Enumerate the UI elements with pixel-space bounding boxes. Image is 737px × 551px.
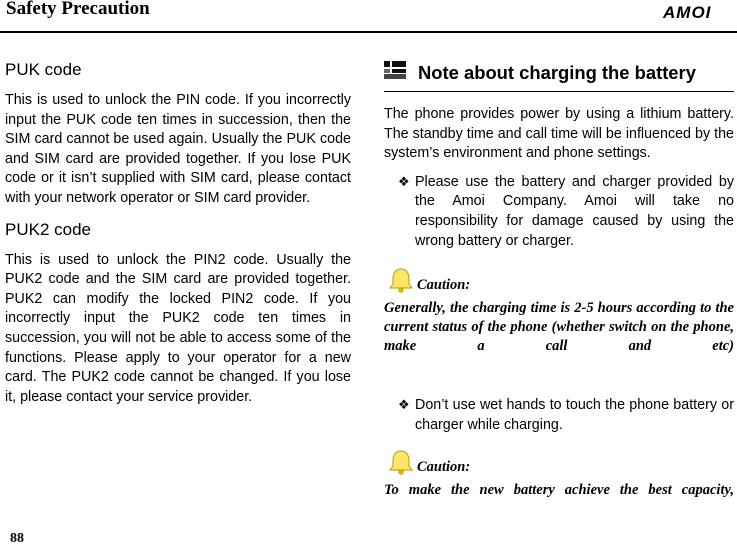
note-heading — [384, 59, 734, 89]
bullet-text: Please use the battery and charger provided by the Amoi Company. Amoi will take no responsibility for damage caused by using the wrong battery or charger. — [415, 173, 734, 249]
caution-label: Caution: — [417, 277, 471, 294]
puk-paragraph: This is used to unlock the PIN code. If you incorrectly input the PUK code ten times in succession, then the SIM card cannot be used again. Usually the PUK code and SIM card are provided together. If you lose PUK code or it isn’t supplied with SIM card, please contact with your network operator or SIM card provider. — [5, 92, 351, 206]
amoi-logo — [662, 3, 732, 20]
svg-text:AMOI: AMOI — [663, 3, 712, 20]
bullet-text: Don’t use wet hands to touch the phone battery or charger while charging. — [415, 397, 734, 433]
page-number: 88 — [10, 531, 24, 546]
note-icon — [384, 61, 406, 79]
caution-text: Generally, the charging time is 2-5 hours according to the current status of the phone (whether switch on the phone, make a call and etc) — [384, 300, 734, 355]
bullet-item — [384, 396, 734, 435]
diamond-bullet-icon: ❖ — [398, 398, 410, 414]
caution-heading — [384, 265, 734, 293]
caution-label: Caution: — [417, 459, 471, 476]
page-header-title: Safety Precaution — [6, 0, 150, 19]
diamond-bullet-icon: ❖ — [398, 174, 410, 190]
puk2-paragraph: This is used to unlock the PIN2 code. Usually the PUK2 code and the SIM card are provided together. PUK2 can modify the locked PIN2 code. If you incorrectly input the PUK2 code ten times in succession, you will not be able to access some of the functions. Please apply to your operator for a new card. The PUK2 code cannot be changed. If you lose it, please contact your service provider. — [5, 251, 351, 405]
right-body — [384, 105, 734, 500]
puk2-title: PUK2 code — [5, 219, 91, 239]
left-column — [5, 59, 351, 417]
bullet-item — [384, 173, 734, 251]
note-title: Note about charging the battery — [418, 62, 696, 83]
puk-title: PUK code — [5, 60, 82, 79]
battery-intro: The phone provides power by using a lithium battery. The standby time and call time will be influenced by the system’s environment and phone settings. — [384, 106, 734, 162]
right-column — [384, 59, 734, 499]
bell-icon — [387, 267, 415, 293]
note-rule — [384, 91, 734, 92]
bell-icon — [387, 449, 415, 475]
header-rule — [0, 31, 737, 33]
caution-text: To make the new battery achieve the best capacity, — [384, 482, 734, 499]
caution-heading — [384, 447, 734, 475]
